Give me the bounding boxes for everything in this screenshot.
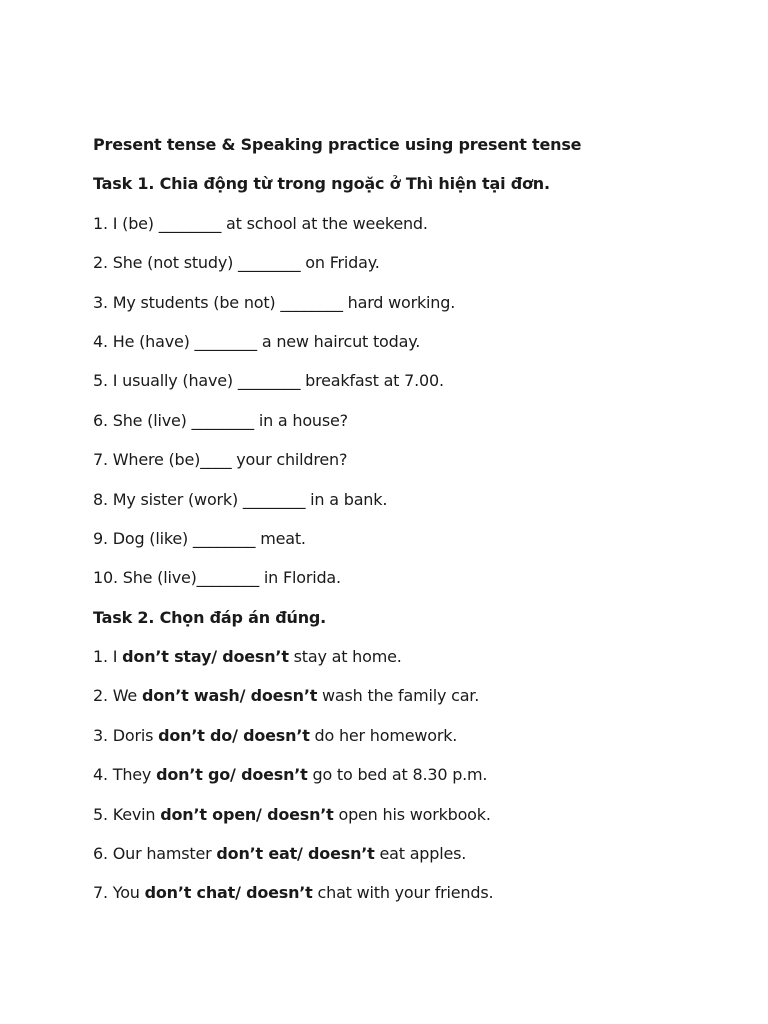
item-prefix: 2. We <box>93 686 142 706</box>
item-suffix: go to bed at 8.30 p.m. <box>307 765 488 785</box>
task1-item: 5. I usually (have) ________ breakfast at 7.00. <box>93 371 444 391</box>
item-prefix: 6. Our hamster <box>93 844 217 864</box>
answer-options: don’t wash/ doesn’t <box>141 686 318 706</box>
item-suffix: do her homework. <box>309 725 458 745</box>
task2-item <box>93 685 733 724</box>
task1-item: 10. She (live)________ in Florida. <box>93 568 341 588</box>
item-prefix: 1. I <box>93 647 123 667</box>
answer-options: don’t stay/ doesn’t <box>122 647 289 667</box>
task2-item <box>93 646 733 685</box>
item-prefix: 7. You <box>93 883 145 903</box>
task2-item <box>93 804 733 843</box>
item-prefix: 3. Doris <box>93 725 159 745</box>
page-title: Present tense & Speaking practice using present tense <box>93 135 582 154</box>
item-prefix: 4. They <box>93 765 157 785</box>
answer-options: don’t eat/ doesn’t <box>216 844 375 864</box>
task1-item: 8. My sister (work) ________ in a bank. <box>93 489 388 509</box>
item-suffix: chat with your friends. <box>312 883 494 903</box>
answer-options: don’t go/ doesn’t <box>156 765 308 785</box>
item-suffix: stay at home. <box>288 647 402 667</box>
task2-item <box>93 843 733 882</box>
answer-options: don’t chat/ doesn’t <box>144 883 313 903</box>
task2-item <box>93 725 733 764</box>
answer-options: don’t open/ doesn’t <box>160 804 334 824</box>
task1-item: 7. Where (be)____ your children? <box>93 450 348 470</box>
document-page <box>93 134 733 922</box>
item-suffix: open his workbook. <box>333 804 491 824</box>
task1-heading: Task 1. Chia động từ trong ngoặc ở Thì hiện tại đơn. <box>93 174 550 194</box>
task1-item: 2. She (not study) ________ on Friday. <box>93 253 380 273</box>
item-suffix: wash the family car. <box>317 686 480 706</box>
task2-item <box>93 882 733 921</box>
task2-heading: Task 2. Chọn đáp án đúng. <box>93 607 327 627</box>
item-prefix: 5. Kevin <box>93 804 161 824</box>
task1-item: 1. I (be) ________ at school at the weekend. <box>93 213 428 233</box>
task1-item: 4. He (have) ________ a new haircut today. <box>93 331 421 351</box>
task1-item: 3. My students (be not) ________ hard working. <box>93 292 456 312</box>
task2-item <box>93 764 733 803</box>
item-suffix: eat apples. <box>374 844 467 864</box>
answer-options: don’t do/ doesn’t <box>158 725 310 745</box>
task1-item: 9. Dog (like) ________ meat. <box>93 528 306 548</box>
task1-item: 6. She (live) ________ in a house? <box>93 410 348 430</box>
